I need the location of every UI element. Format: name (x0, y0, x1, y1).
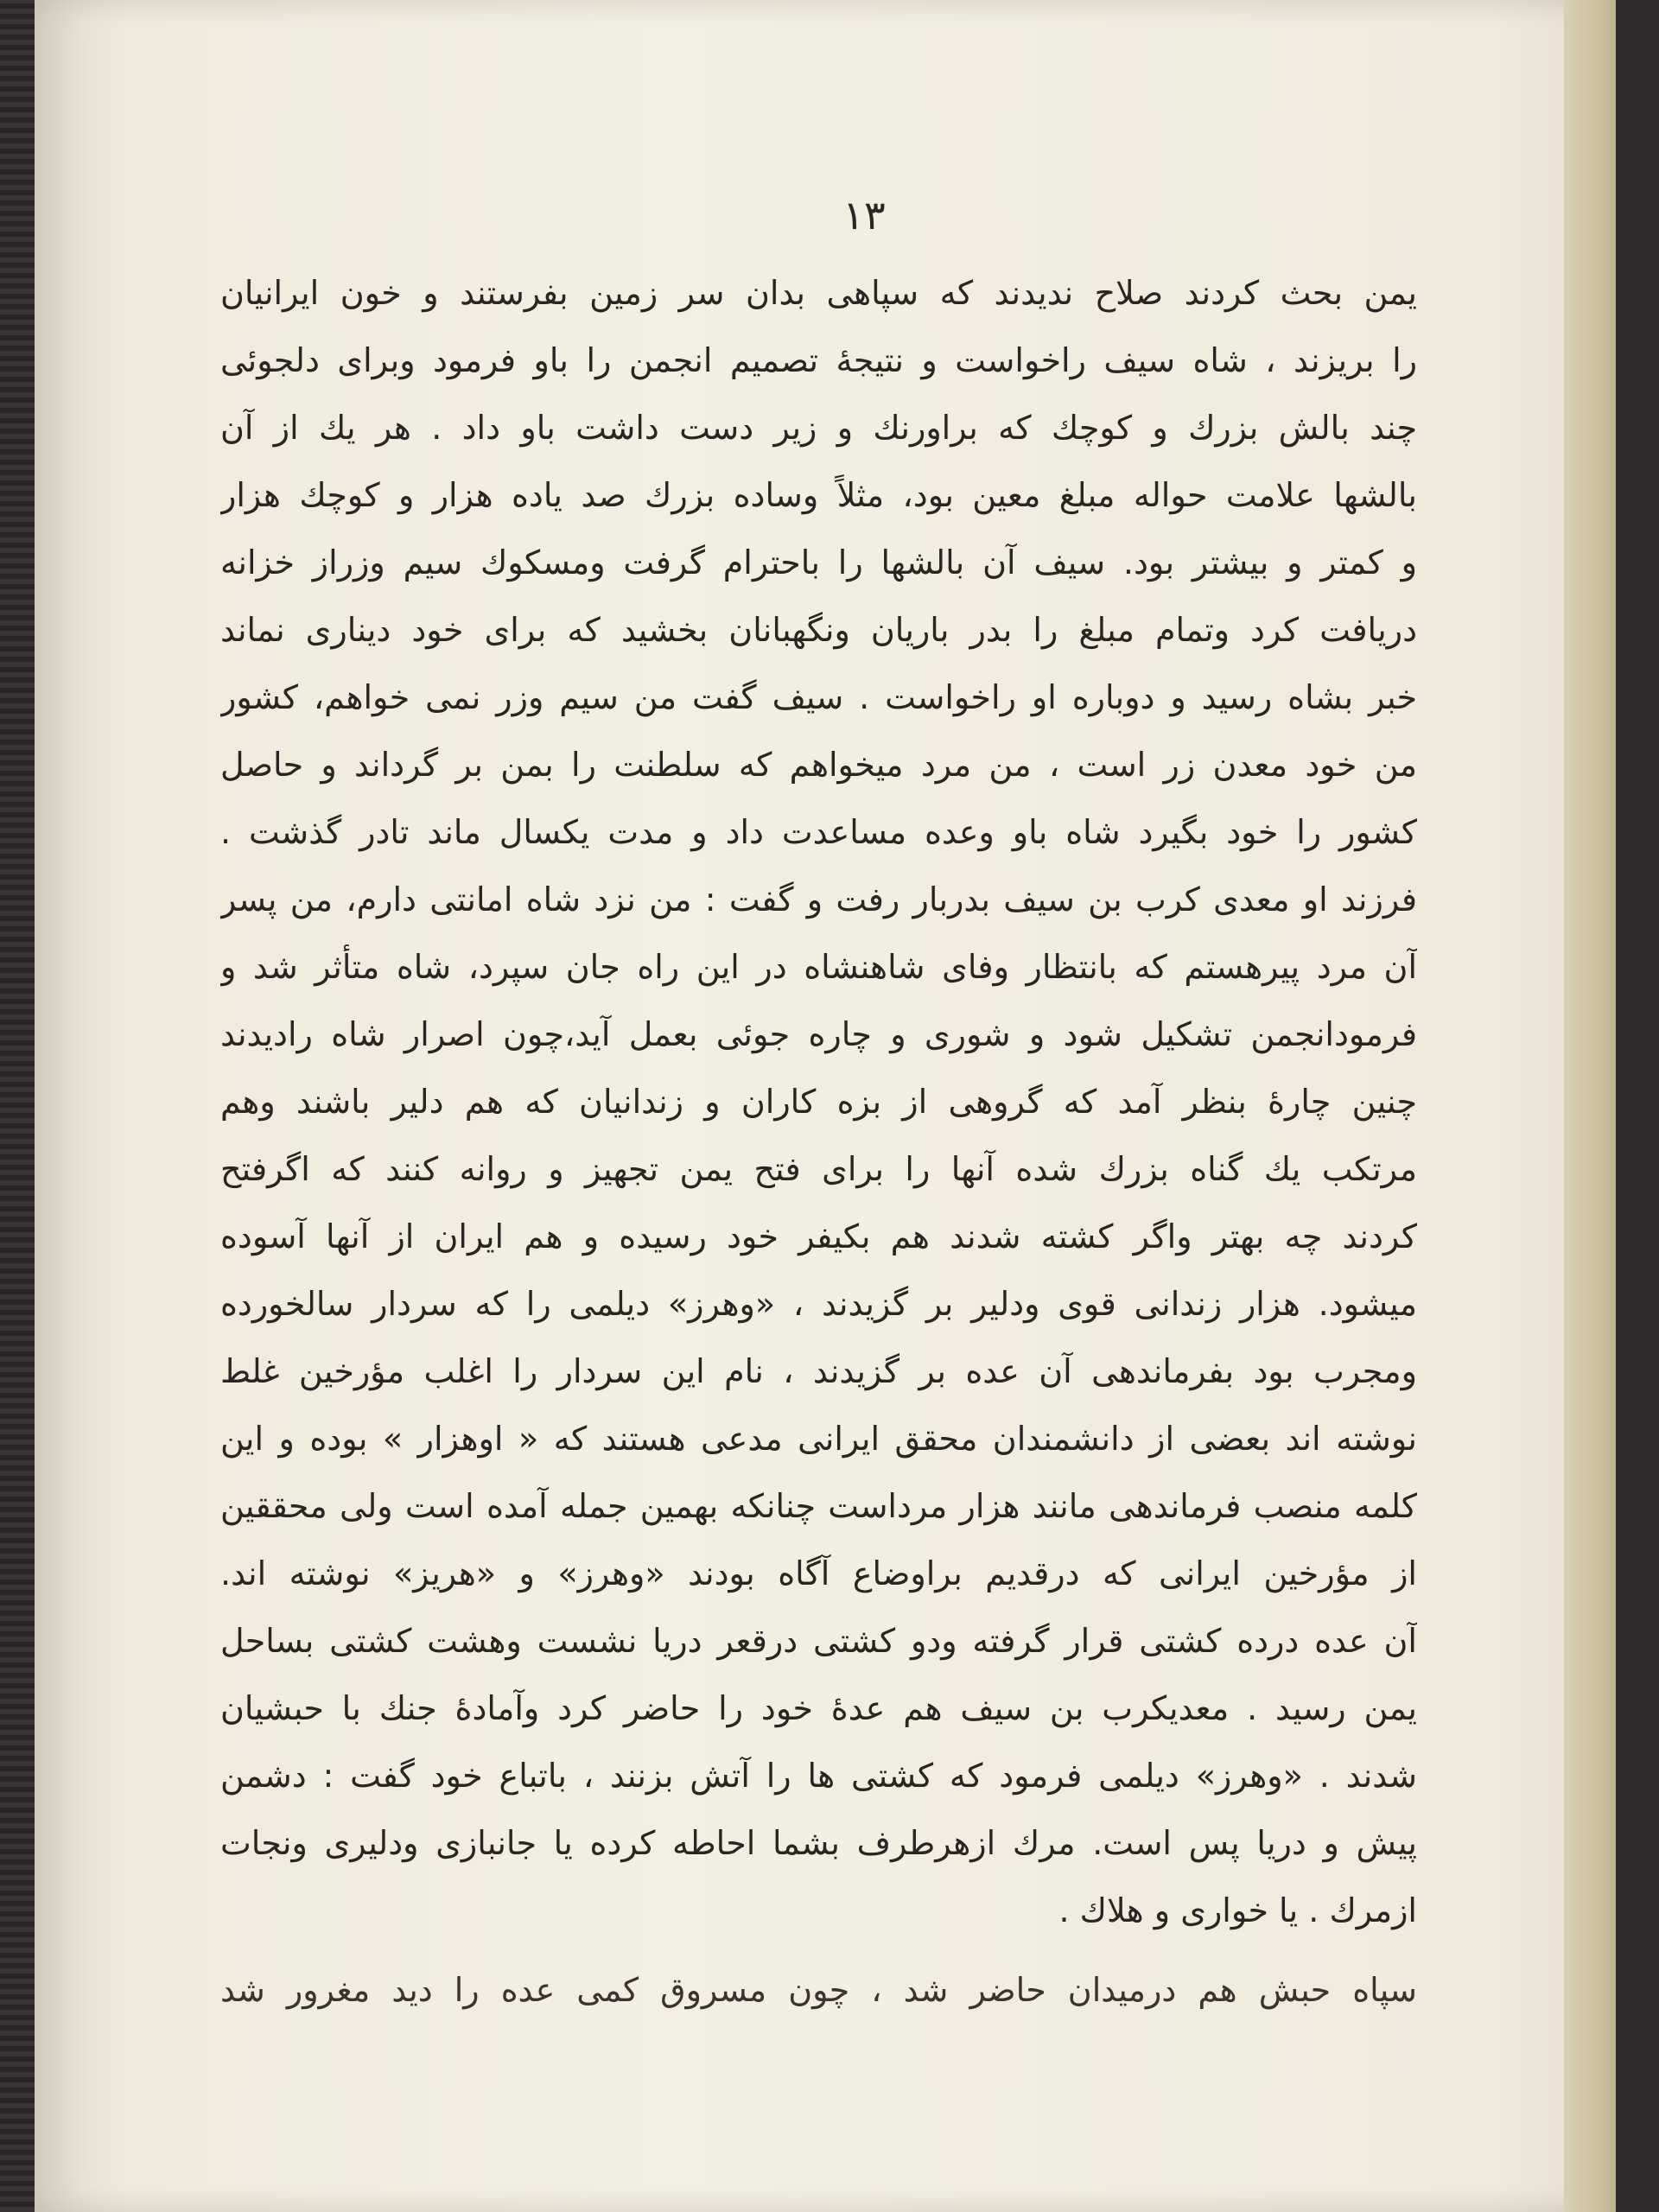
text-line: من خود معدن زر است ، من مرد میخواهم که سلطنت را بمن بر گرداند و حاصل (220, 746, 1417, 784)
page-number: ۱۳ (842, 192, 886, 238)
text-line: را بریزند ، شاه سیف راخواست و نتیجهٔ تصمیم انجمن را باو فرمود وبرای دلجوئی (220, 341, 1417, 379)
text-line: یمن رسید . معدیکرب بن سیف هم عدهٔ خود را حاضر کرد وآمادهٔ جنك با حبشیان (220, 1689, 1417, 1727)
text-line: شدند . «وهرز» دیلمی فرمود که کشتی ها را آتش بزنند ، باتباع خود گفت : دشمن (220, 1757, 1417, 1795)
text-line: یمن بحث کردند صلاح ندیدند که سپاهی بدان سر زمین بفرستند و خون ایرانیان (220, 274, 1417, 312)
text-line: ازمرك . یا خواری و هلاك . (1058, 1891, 1417, 1929)
text-line: سپاه حبش هم درمیدان حاضر شد ، چون مسروق کمی عده را دید مغرور شد (220, 1971, 1417, 2009)
text-line: خبر بشاه رسید و دوباره او راخواست . سیف گفت من سیم وزر نمی خواهم، کشور (220, 678, 1417, 716)
text-line: کردند چه بهتر واگر کشته شدند هم بکیفر خود رسیده و هم ایران از آنها آسوده (220, 1217, 1417, 1255)
text-line: آن مرد پیرهستم که بانتظار وفای شاهنشاه در این راه جان سپرد، شاه متأثر شد و (220, 948, 1417, 986)
text-line: چنین چارهٔ بنظر آمد که گروهی از بزه کاران و زندانیان که هم دلیر باشند وهم (220, 1083, 1417, 1121)
text-line: دریافت کرد وتمام مبلغ را بدر باریان ونگهبانان بخشید که برای خود دیناری نماند (220, 611, 1417, 649)
text-line: مرتکب یك گناه بزرك شده آنها را برای فتح یمن تجهیز و روانه کنند که اگرفتح (220, 1150, 1417, 1188)
body-text (220, 259, 1417, 2024)
text-line: کشور را خود بگیرد شاه باو وعده مساعدت داد و مدت یکسال ماند تادر گذشت . (220, 813, 1417, 851)
text-line: نوشته اند بعضی از دانشمندان محقق ایرانی مدعی هستند که « اوهزار » بوده و این (220, 1420, 1417, 1458)
text-line: آن عده درده کشتی قرار گرفته ودو کشتی درقعر دریا نشست وهشت کشتی بساحل (220, 1622, 1417, 1660)
text-line: فرزند او معدی کرب بن سیف بدربار رفت و گفت : من نزد شاه امانتی دارم، من پسر (220, 880, 1417, 918)
text-line: پیش و دریا پس است. مرك ازهرطرف بشما احاطه کرده یا جانبازی ودلیری ونجات (220, 1824, 1417, 1862)
text-line: فرمودانجمن تشکیل شود و شوری و چاره جوئی بعمل آید،چون اصرار شاه رادیدند (220, 1015, 1417, 1053)
text-line: و کمتر و بیشتر بود. سیف آن بالشها را باحترام گرفت ومسکوك سیم وزراز خزانه (220, 543, 1417, 582)
text-line: چند بالش بزرك و کوچك که براورنك و زیر دست داشت باو داد . هر یك از آن (220, 409, 1417, 447)
text-line: میشود. هزار زندانی قوی ودلیر بر گزیدند ، «وهرز» دیلمی را که سردار سالخورده (220, 1285, 1417, 1323)
text-line: از مؤرخین ایرانی که درقدیم براوضاع آگاه بودند «وهرز» و «هریز» نوشته اند. (220, 1554, 1417, 1592)
text-line: ومجرب بود بفرماندهی آن عده بر گزیدند ، نام این سردار را اغلب مؤرخین غلط (220, 1352, 1417, 1390)
text-line: بالشها علامت حواله مبلغ معین بود، مثلاً وساده بزرك صد یاده هزار و کوچك هزار (220, 476, 1417, 514)
text-line: کلمه منصب فرماندهی مانند هزار مرداست چنانکه بهمین جمله آمده است ولی محققین (220, 1487, 1417, 1525)
page-edge (1564, 0, 1616, 2212)
